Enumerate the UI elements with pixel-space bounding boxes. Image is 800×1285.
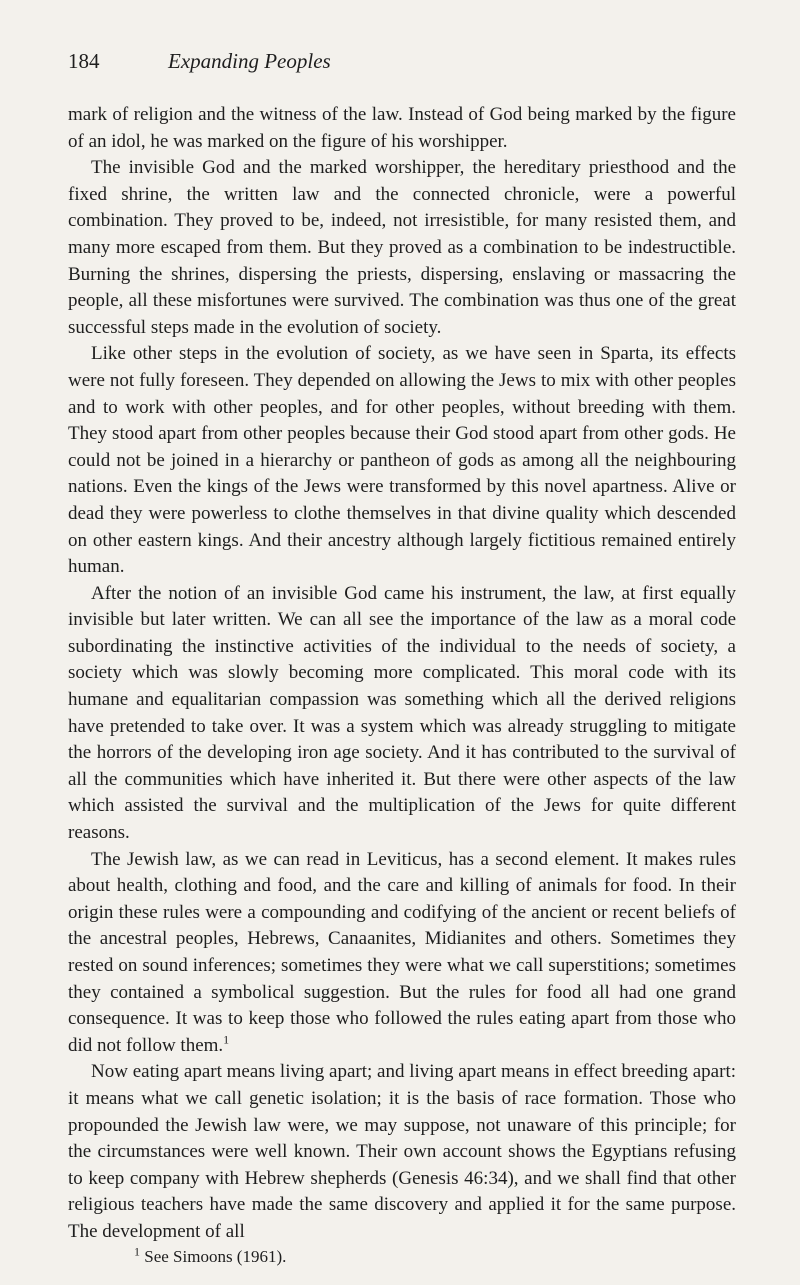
footnote-text: See Simoons (1961). [144,1246,287,1266]
paragraph: Now eating apart means living apart; and living apart means in effect breeding apart: it means what we call genetic isolation; it is the basis of race formation. Those who propounded the Jewish law were, we may suppose, not unaware of this principle; for the circumstances were well known. Their own account shows the Egyptians refusing to keep company with Hebrew shepherds (Genesis 46:34), and we shall find that other religious teachers have made the same discovery and applied it for the same purpose. The development of all [68,1061,736,1242]
footnote [68,1243,736,1268]
paragraph-text: The Jewish law, as we can read in Leviticus, has a second element. It makes rules about health, clothing and food, and the care and killing of animals for food. In their origin these rules were a compounding and codifying of the ancient or recent beliefs of the ancestral peoples, Hebrews, Canaanites, Midianites and others. Sometimes they rested on sound inferences; sometimes they were what we call superstitions; sometimes they contained a symbolical suggestion. But the rules for food all had one grand consequence. It was to keep those who followed the rules eating apart from those who did not follow them. [68,848,736,1056]
paragraph: After the notion of an invisible God came his instrument, the law, at first equally invisible but later written. We can all see the importance of the law as a moral code subordinating the instinctive activities of the individual to the needs of society, a society which was slowly becoming more complicated. This moral code with its humane and equalitarian compassion was something which all the derived religions have pretended to take over. It was a system which was already struggling to mitigate the horrors of the developing iron age society. And it has contributed to the survival of all the communities which have inherited it. But there were other aspects of the law which assisted the survival and the multiplication of the Jews for quite different reasons. [68,582,736,844]
paragraph: The invisible God and the marked worshipper, the hereditary priesthood and the fixed shrine, the written law and the connected chronicle, were a powerful combination. They proved to be, indeed, not irresistible, for many resisted them, and many more escaped from them. But they proved as a combination to be indestructible. Burning the shrines, dispersing the priests, dispersing, enslaving or massacring the people, all these misfortunes were survived. The combination was thus one of the great successful steps made in the evolution of society. [68,157,736,338]
paragraph-with-note [68,847,736,1060]
page-number: 184 [68,49,100,73]
paragraph: mark of religion and the witness of the law. Instead of God being marked by the figure of an idol, he was marked on the figure of his worshipper. [68,104,736,152]
footnote-reference: 1 [223,1032,230,1047]
running-header [68,48,331,74]
running-title: Expanding Peoples [168,49,331,73]
footnote-marker: 1 [134,1243,140,1258]
body-text [68,102,736,1268]
paragraph: Like other steps in the evolution of society, as we have seen in Sparta, its effects were not fully foreseen. They depended on allowing the Jews to mix with other peoples and to work with other peoples, and for other peoples, without breeding with them. They stood apart from other peoples because their God stood apart from other gods. He could not be joined in a hierarchy or pantheon of gods as among all the neighbouring nations. Even the kings of the Jews were transformed by this novel apartness. Alive or dead they were powerless to clothe themselves in that divine quality which descended on other eastern kings. And their ancestry although largely fictitious remained entirely human. [68,343,736,578]
